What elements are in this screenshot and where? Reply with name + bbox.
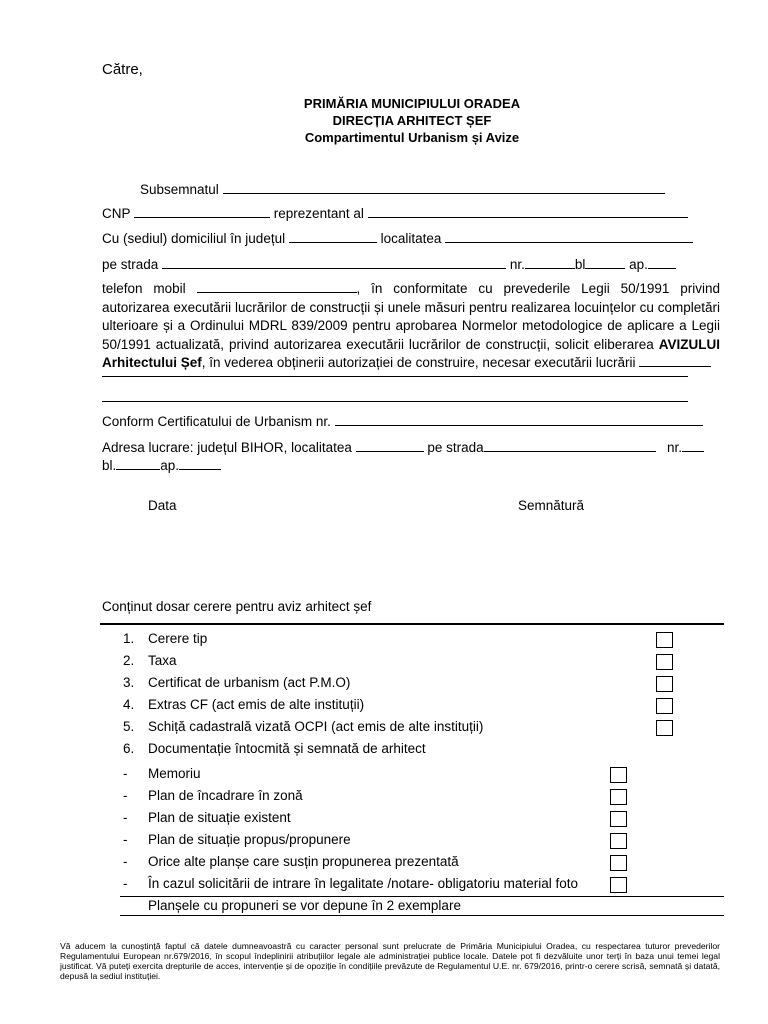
request-paragraph (102, 280, 720, 373)
checklist-checkbox[interactable] (610, 767, 627, 783)
nr-label: nr. (509, 257, 525, 272)
checklist-checkbox[interactable] (656, 632, 673, 648)
checklist-item-label: Documentație întocmită și semnată de arhitect (148, 741, 426, 756)
adresa-bl-label: bl. (102, 458, 117, 473)
checklist-subitem-label: Orice alte planșe care susțin propunerea prezentată (148, 854, 459, 869)
cnp-label: CNP (102, 206, 131, 221)
checklist-item-label: Taxa (148, 653, 177, 668)
adresa-nr-label: nr. (666, 440, 682, 455)
checklist-dash: - (123, 854, 128, 869)
header-institution: PRIMĂRIA MUNICIPIULUI ORADEA (303, 96, 521, 111)
reprezentant-label: reprezentant al (273, 206, 364, 221)
checklist-dash: - (123, 766, 128, 781)
adresa-row (102, 439, 704, 455)
ap-field[interactable] (648, 256, 676, 269)
checklist-subitem-label: Plan de situație existent (148, 810, 291, 825)
ap-label: ap. (629, 257, 648, 272)
checklist-checkbox[interactable] (656, 698, 673, 714)
subsemnatul-field[interactable] (223, 181, 665, 194)
judet-field[interactable] (289, 230, 377, 243)
checklist-subitem-label: În cazul solicitării de intrare în legalitate /notare- obligatoriu material foto (148, 876, 578, 891)
dosar-top-rule (100, 623, 724, 625)
checklist-checkbox[interactable] (610, 789, 627, 805)
checklist-dash: - (123, 788, 128, 803)
dosar-rule-upper (120, 896, 724, 897)
checklist-subitem-label: Plan de încadrare în zonă (148, 788, 303, 803)
subsemnatul-row (140, 181, 665, 197)
lucrare-line-2[interactable] (102, 401, 688, 402)
nr-field[interactable] (525, 256, 575, 269)
adresa-localitate-field[interactable] (356, 439, 424, 452)
subsemnatul-label: Subsemnatul (140, 182, 219, 197)
sediu-label: Cu (sediul) domiciliul în județul (102, 231, 286, 246)
checklist-number: 4. (123, 697, 135, 712)
checklist-dash: - (123, 810, 128, 825)
adresa-strada-label: pe strada (427, 440, 484, 455)
adresa-strada-field[interactable] (484, 439, 656, 452)
bl-label: bl (574, 257, 586, 272)
strada-label: pe strada (102, 257, 159, 272)
adresa-row-2 (102, 457, 221, 473)
telefon-field[interactable] (197, 280, 357, 293)
strada-row (102, 256, 676, 272)
strada-field[interactable] (162, 256, 506, 269)
dosar-rule-lower (120, 915, 724, 916)
dosar-title: Conținut dosar cerere pentru aviz arhitect șef (102, 599, 372, 614)
checklist-item-label: Extras CF (act emis de alte instituții) (148, 697, 365, 712)
checklist-number: 2. (123, 653, 135, 668)
localitate-label: localitatea (380, 231, 442, 246)
adresa-ap-field[interactable] (179, 457, 221, 470)
lucrare-line-1[interactable] (102, 376, 688, 377)
checklist-item-label: Schiță cadastrală vizată OCPI (act emis de alte instituții) (148, 719, 484, 734)
checklist-subitem-label: Memoriu (148, 766, 201, 781)
checklist-number: 5. (123, 719, 135, 734)
checklist-checkbox[interactable] (656, 720, 673, 736)
checklist-dash: - (123, 832, 128, 847)
checklist-checkbox[interactable] (656, 654, 673, 670)
checklist-number: 1. (123, 631, 135, 646)
checklist-item-label: Certificat de urbanism (act P.M.O) (148, 675, 351, 690)
checklist-checkbox[interactable] (610, 877, 627, 893)
cnp-row (102, 205, 688, 221)
checklist-dash: - (123, 876, 128, 891)
bl-field[interactable] (585, 256, 625, 269)
paragraph-bold: AVIZULUI Arhitectului Șef (102, 336, 720, 370)
paragraph-text-1: , în conformitate cu prevederile Legii 50/1991 privind autorizarea executării lucrărilor de construcții și unele măsuri pentru realizarea locuințelor cu completări ulterioare și a Ordinului MDRL 839/2009 pentru aprobarea Normelor metodologice de aplicare a Legii 50/1991 actualizată, privind autorizarea executării lucrărilor de construcții, solicit eliberarea (102, 281, 720, 352)
sediu-row (102, 230, 693, 246)
checklist-checkbox[interactable] (610, 855, 627, 871)
checklist-checkbox[interactable] (610, 833, 627, 849)
dosar-note: Planșele cu propuneri se vor depune în 2 exemplare (148, 898, 461, 913)
adresa-label: Adresa lucrare: județul BIHOR, localitatea (102, 440, 352, 455)
header-directorate: DIRECȚIA ARHITECT ȘEF (332, 113, 492, 128)
certificat-label: Conform Certificatului de Urbanism nr. (102, 414, 331, 429)
checklist-checkbox[interactable] (656, 676, 673, 692)
checklist-number: 6. (123, 741, 135, 756)
certificat-field[interactable] (335, 413, 703, 426)
lucrare-field[interactable] (639, 354, 711, 367)
gdpr-footer: Vă aducem la cunoștință faptul că datele dumneavoastră cu caracter personal sunt prelucrate de Primăria Municipiului Oradea, cu respectarea tuturor prevederilor Regulamentului European nr.679/2016, în scopul îndeplinirii atribuțiilor legale ale administrației publice locale. Datele pot fi dezvăluite unor terți în baza unui temei legal justificat. Vă puteți exercita drepturile de acces, intervenție și de opoziție în condițiile prevăzute de Regulamentul U.E. nr. 679/2016, printr-o cerere scrisă, semnată și datată, depusă la sediul instituției. (60, 941, 720, 981)
signature-label: Semnătură (518, 498, 585, 513)
checklist-subitem-label: Plan de situație propus/propunere (148, 832, 351, 847)
telefon-label: telefon mobil (102, 281, 186, 296)
header-department: Compartimentul Urbanism și Avize (304, 130, 520, 145)
greeting: Către, (102, 61, 143, 78)
reprezentant-field[interactable] (368, 205, 688, 218)
localitate-field[interactable] (445, 230, 693, 243)
cnp-field[interactable] (134, 205, 270, 218)
adresa-bl-field[interactable] (116, 457, 160, 470)
date-label: Data (148, 498, 177, 513)
paragraph-text-2: , în vederea obținerii autorizației de construire, necesar executării lucrării (201, 355, 636, 370)
adresa-ap-label: ap. (160, 458, 180, 473)
checklist-number: 3. (123, 675, 135, 690)
checklist-checkbox[interactable] (610, 811, 627, 827)
checklist-item-label: Cerere tip (148, 631, 208, 646)
adresa-nr-field[interactable] (682, 439, 704, 452)
certificat-row (102, 413, 703, 429)
